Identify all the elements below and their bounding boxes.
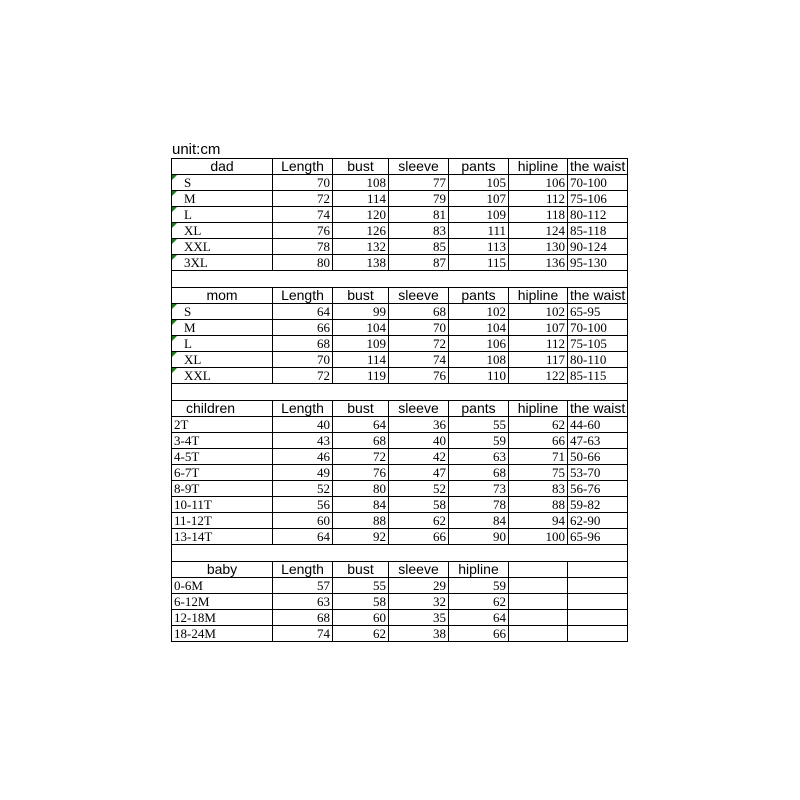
value-cell: 102 — [449, 304, 509, 320]
value-cell — [509, 626, 568, 642]
size-cell: XL — [172, 223, 273, 239]
section-title: baby — [172, 562, 273, 578]
size-cell: S — [172, 175, 273, 191]
value-cell: 122 — [509, 368, 568, 384]
value-cell: 62 — [509, 417, 568, 433]
value-cell: 108 — [449, 352, 509, 368]
size-cell: 11-12T — [172, 513, 273, 529]
value-cell: 59-82 — [568, 497, 628, 513]
column-header: sleeve — [389, 562, 449, 578]
value-cell: 57 — [273, 578, 333, 594]
value-cell: 75-105 — [568, 336, 628, 352]
value-cell: 76 — [273, 223, 333, 239]
value-cell: 84 — [449, 513, 509, 529]
section-header-row-children — [172, 401, 628, 417]
value-cell — [568, 594, 628, 610]
value-cell: 46 — [273, 449, 333, 465]
value-cell: 83 — [509, 481, 568, 497]
spacer-row — [172, 271, 628, 288]
value-cell: 29 — [389, 578, 449, 594]
value-cell: 72 — [333, 449, 389, 465]
value-cell — [509, 594, 568, 610]
size-cell: 10-11T — [172, 497, 273, 513]
value-cell: 40 — [273, 417, 333, 433]
size-cell: XXL — [172, 368, 273, 384]
value-cell: 94 — [509, 513, 568, 529]
value-cell: 55 — [449, 417, 509, 433]
size-cell: 13-14T — [172, 529, 273, 545]
value-cell: 64 — [449, 610, 509, 626]
value-cell: 63 — [449, 449, 509, 465]
section-title: mom — [172, 288, 273, 304]
value-cell: 76 — [389, 368, 449, 384]
value-cell: 104 — [333, 320, 389, 336]
table-row — [172, 481, 628, 497]
value-cell: 80-112 — [568, 207, 628, 223]
value-cell: 132 — [333, 239, 389, 255]
spacer-cell — [172, 384, 628, 401]
value-cell: 71 — [509, 449, 568, 465]
value-cell: 74 — [273, 207, 333, 223]
table-row — [172, 513, 628, 529]
value-cell: 59 — [449, 433, 509, 449]
table-row — [172, 304, 628, 320]
value-cell: 110 — [449, 368, 509, 384]
size-cell: 18-24M — [172, 626, 273, 642]
value-cell: 36 — [389, 417, 449, 433]
table-row — [172, 320, 628, 336]
column-header: hipline — [449, 562, 509, 578]
column-header: Length — [273, 159, 333, 175]
value-cell: 55 — [333, 578, 389, 594]
column-header: bust — [333, 159, 389, 175]
value-cell: 65-96 — [568, 529, 628, 545]
value-cell: 66 — [509, 433, 568, 449]
value-cell: 130 — [509, 239, 568, 255]
value-cell: 72 — [273, 191, 333, 207]
value-cell: 80 — [333, 481, 389, 497]
value-cell: 85 — [389, 239, 449, 255]
value-cell: 63 — [273, 594, 333, 610]
value-cell: 35 — [389, 610, 449, 626]
value-cell: 66 — [273, 320, 333, 336]
spacer-cell — [172, 545, 628, 562]
value-cell: 87 — [389, 255, 449, 271]
column-header: the waist — [568, 288, 628, 304]
value-cell: 52 — [273, 481, 333, 497]
section-title: children — [172, 401, 273, 417]
value-cell: 47 — [389, 465, 449, 481]
value-cell: 90-124 — [568, 239, 628, 255]
value-cell: 120 — [333, 207, 389, 223]
column-header: pants — [449, 401, 509, 417]
column-header: pants — [449, 159, 509, 175]
value-cell: 119 — [333, 368, 389, 384]
value-cell: 109 — [449, 207, 509, 223]
table-row — [172, 175, 628, 191]
value-cell: 76 — [333, 465, 389, 481]
column-header: bust — [333, 562, 389, 578]
table-row — [172, 578, 628, 594]
value-cell: 113 — [449, 239, 509, 255]
column-header: pants — [449, 288, 509, 304]
table-row — [172, 207, 628, 223]
size-cell: L — [172, 336, 273, 352]
value-cell: 112 — [509, 191, 568, 207]
table-row — [172, 368, 628, 384]
size-cell: L — [172, 207, 273, 223]
value-cell: 66 — [449, 626, 509, 642]
value-cell: 72 — [273, 368, 333, 384]
size-cell: XXL — [172, 239, 273, 255]
value-cell: 40 — [389, 433, 449, 449]
size-cell: M — [172, 191, 273, 207]
size-cell: 6-7T — [172, 465, 273, 481]
value-cell: 115 — [449, 255, 509, 271]
value-cell: 75 — [509, 465, 568, 481]
value-cell: 72 — [389, 336, 449, 352]
value-cell: 74 — [273, 626, 333, 642]
table-row — [172, 191, 628, 207]
column-header: sleeve — [389, 401, 449, 417]
value-cell: 83 — [389, 223, 449, 239]
table-row — [172, 433, 628, 449]
value-cell: 64 — [273, 304, 333, 320]
value-cell: 114 — [333, 191, 389, 207]
value-cell: 52 — [389, 481, 449, 497]
column-header: hipline — [509, 159, 568, 175]
column-header: the waist — [568, 401, 628, 417]
value-cell: 68 — [273, 610, 333, 626]
size-chart-table — [171, 158, 628, 642]
value-cell: 90 — [449, 529, 509, 545]
value-cell: 85-118 — [568, 223, 628, 239]
size-cell: 3-4T — [172, 433, 273, 449]
value-cell — [568, 626, 628, 642]
value-cell: 60 — [273, 513, 333, 529]
table-row — [172, 610, 628, 626]
value-cell: 32 — [389, 594, 449, 610]
table-row — [172, 449, 628, 465]
column-header: hipline — [509, 401, 568, 417]
value-cell: 47-63 — [568, 433, 628, 449]
value-cell: 75-106 — [568, 191, 628, 207]
value-cell: 92 — [333, 529, 389, 545]
value-cell: 80 — [273, 255, 333, 271]
column-header — [568, 562, 628, 578]
table-row — [172, 255, 628, 271]
value-cell: 106 — [509, 175, 568, 191]
value-cell: 62 — [333, 626, 389, 642]
table-row — [172, 239, 628, 255]
value-cell: 65-95 — [568, 304, 628, 320]
value-cell: 108 — [333, 175, 389, 191]
size-cell: 3XL — [172, 255, 273, 271]
section-header-row-baby — [172, 562, 628, 578]
value-cell: 117 — [509, 352, 568, 368]
value-cell: 111 — [449, 223, 509, 239]
value-cell: 56-76 — [568, 481, 628, 497]
unit-label: unit:cm — [172, 141, 221, 158]
value-cell: 70 — [389, 320, 449, 336]
value-cell: 124 — [509, 223, 568, 239]
column-header: hipline — [509, 288, 568, 304]
value-cell — [568, 610, 628, 626]
value-cell: 38 — [389, 626, 449, 642]
value-cell: 136 — [509, 255, 568, 271]
value-cell: 68 — [333, 433, 389, 449]
size-cell: 0-6M — [172, 578, 273, 594]
value-cell: 53-70 — [568, 465, 628, 481]
value-cell: 105 — [449, 175, 509, 191]
value-cell: 112 — [509, 336, 568, 352]
column-header: the waist — [568, 159, 628, 175]
table-row — [172, 465, 628, 481]
value-cell: 70-100 — [568, 175, 628, 191]
value-cell: 138 — [333, 255, 389, 271]
value-cell: 42 — [389, 449, 449, 465]
table-row — [172, 336, 628, 352]
value-cell: 104 — [449, 320, 509, 336]
size-cell: M — [172, 320, 273, 336]
value-cell: 80-110 — [568, 352, 628, 368]
size-cell: 6-12M — [172, 594, 273, 610]
value-cell: 88 — [333, 513, 389, 529]
value-cell: 68 — [449, 465, 509, 481]
value-cell: 106 — [449, 336, 509, 352]
value-cell: 64 — [273, 529, 333, 545]
value-cell: 107 — [449, 191, 509, 207]
value-cell: 64 — [333, 417, 389, 433]
value-cell: 56 — [273, 497, 333, 513]
table-row — [172, 223, 628, 239]
value-cell: 77 — [389, 175, 449, 191]
value-cell: 62 — [389, 513, 449, 529]
section-header-row-mom — [172, 288, 628, 304]
table-row — [172, 626, 628, 642]
value-cell: 107 — [509, 320, 568, 336]
table-row — [172, 497, 628, 513]
value-cell: 81 — [389, 207, 449, 223]
column-header: bust — [333, 401, 389, 417]
value-cell: 68 — [273, 336, 333, 352]
column-header: Length — [273, 288, 333, 304]
value-cell: 58 — [389, 497, 449, 513]
value-cell — [509, 578, 568, 594]
value-cell: 114 — [333, 352, 389, 368]
value-cell: 78 — [449, 497, 509, 513]
spacer-cell — [172, 271, 628, 288]
value-cell: 109 — [333, 336, 389, 352]
table-row — [172, 594, 628, 610]
size-cell: 4-5T — [172, 449, 273, 465]
value-cell: 66 — [389, 529, 449, 545]
value-cell: 102 — [509, 304, 568, 320]
size-cell: 8-9T — [172, 481, 273, 497]
value-cell: 49 — [273, 465, 333, 481]
value-cell: 62-90 — [568, 513, 628, 529]
spacer-row — [172, 384, 628, 401]
value-cell: 118 — [509, 207, 568, 223]
value-cell: 62 — [449, 594, 509, 610]
value-cell: 58 — [333, 594, 389, 610]
value-cell: 95-130 — [568, 255, 628, 271]
table-row — [172, 417, 628, 433]
value-cell: 78 — [273, 239, 333, 255]
value-cell: 84 — [333, 497, 389, 513]
value-cell: 50-66 — [568, 449, 628, 465]
value-cell: 126 — [333, 223, 389, 239]
value-cell: 60 — [333, 610, 389, 626]
column-header: sleeve — [389, 159, 449, 175]
value-cell: 100 — [509, 529, 568, 545]
value-cell: 88 — [509, 497, 568, 513]
value-cell — [509, 610, 568, 626]
column-header: bust — [333, 288, 389, 304]
value-cell: 59 — [449, 578, 509, 594]
value-cell: 70-100 — [568, 320, 628, 336]
value-cell: 70 — [273, 352, 333, 368]
section-title: dad — [172, 159, 273, 175]
section-header-row-dad — [172, 159, 628, 175]
value-cell — [568, 578, 628, 594]
value-cell: 68 — [389, 304, 449, 320]
table-row — [172, 529, 628, 545]
value-cell: 99 — [333, 304, 389, 320]
size-cell: 12-18M — [172, 610, 273, 626]
size-cell: 2T — [172, 417, 273, 433]
value-cell: 79 — [389, 191, 449, 207]
column-header: Length — [273, 401, 333, 417]
size-cell: XL — [172, 352, 273, 368]
value-cell: 73 — [449, 481, 509, 497]
size-cell: S — [172, 304, 273, 320]
value-cell: 74 — [389, 352, 449, 368]
value-cell: 85-115 — [568, 368, 628, 384]
value-cell: 44-60 — [568, 417, 628, 433]
value-cell: 70 — [273, 175, 333, 191]
value-cell: 43 — [273, 433, 333, 449]
spacer-row — [172, 545, 628, 562]
column-header: sleeve — [389, 288, 449, 304]
table-row — [172, 352, 628, 368]
column-header — [509, 562, 568, 578]
column-header: Length — [273, 562, 333, 578]
